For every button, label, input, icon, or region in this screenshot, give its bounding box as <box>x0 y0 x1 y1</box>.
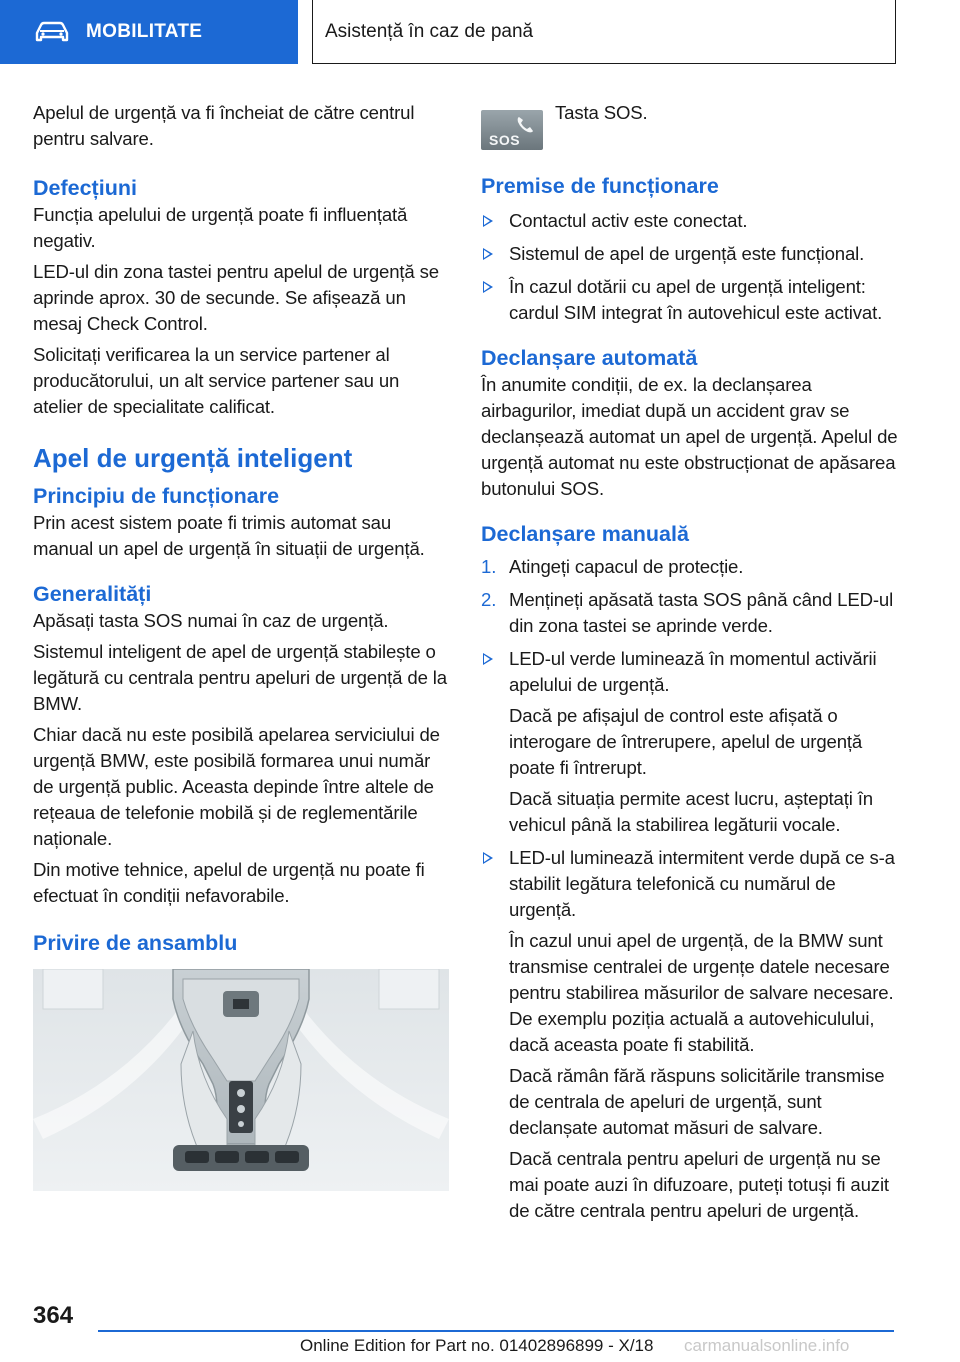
triangle-bullet-icon <box>483 852 493 864</box>
steps-list <box>481 554 899 639</box>
paragraph: În anumite condiții, de ex. la declanșarea airbagurilor, imediat după un accident grav se declanșează automat un apel de urgență. Apelul de urgență automat nu este obstrucționat de apăsarea butonului SOS. <box>481 374 898 499</box>
paragraph: Din motive tehnice, apelul de urgență nu poate fi efectuat în condiții nefavorabile. <box>33 859 425 906</box>
left-column <box>33 100 449 1191</box>
heading-generalitati: Generalități <box>33 582 152 606</box>
heading-privire: Privire de ansamblu <box>33 931 238 955</box>
car-icon <box>34 21 70 43</box>
paragraph: Sistemul inteligent de apel de urgență stabilește o legătură cu centrala pentru apeluri de urgență de la BMW. <box>33 641 447 714</box>
sos-key-row <box>481 100 899 150</box>
list-item: LED-ul luminează intermitent verde după ce s-a stabilit legătura telefonică cu numărul de urgență. În cazul unui apel de urgență, de la BMW sunt transmise centralei de urgențe datele necesare pentru stabilirea măsurilor de salvare necesare. De exemplu poziția actuală a autovehiculului, dacă aceasta poate fi stabilită. Dacă rămân fără răspuns solicitările transmise de centrala de apeluri de urgență, sunt declanșate automat măsuri de salvare. Dacă centrala pentru apeluri de urgență nu se mai poate auzi în difuzoare, puteți totuși fi auzit de către centrala pentru apeluri de urgență. <box>481 845 899 1224</box>
footer-divider <box>98 1330 894 1332</box>
heading-premise: Premise de funcționare <box>481 174 719 198</box>
heading-principiu: Principiu de funcționare <box>33 484 280 508</box>
list-item: LED-ul verde luminează în momentul activării apelului de urgență. Dacă pe afișajul de control este afișată o interogare de întrerupere, apelul de urgență poate fi întrerupt. Dacă situația permite acest lucru, așteptați în vehicul până la stabilirea legăturii vocale. <box>481 646 899 838</box>
right-column <box>481 100 899 1231</box>
triangle-bullet-icon <box>483 653 493 665</box>
paragraph: Apăsați tasta SOS numai în caz de urgență. <box>33 610 389 631</box>
paragraph: Prin acest sistem poate fi trimis automat sau manual un apel de urgență în situații de urgență. <box>33 512 425 559</box>
watermark: carmanualsonline.info <box>684 1336 850 1355</box>
triangle-bullet-icon <box>483 215 493 227</box>
footer-edition: Online Edition for Part no. 01402896899 - X/18 <box>300 1336 654 1355</box>
sos-caption: Tasta SOS. <box>555 102 648 123</box>
heading-defectiuni: Defecțiuni <box>33 176 137 200</box>
premise-list <box>481 208 899 326</box>
triangle-bullet-icon <box>483 248 493 260</box>
section-title: MOBILITATE <box>86 21 203 42</box>
list-item: În cazul dotării cu apel de urgență inteligent: cardul SIM integrat în autovehicul este activat. <box>481 274 899 326</box>
overhead-panel-illustration <box>33 969 449 1191</box>
heading-declansare-automata: Declanșare automată <box>481 346 698 370</box>
led-list <box>481 646 899 1224</box>
paragraph: Chiar dacă nu este posibilă apelarea serviciului de urgență BMW, este posibilă formarea unui număr de urgență public. Aceasta depinde între altele de rețeaua de telefonie mobilă și de reglementările naționale. <box>33 724 440 849</box>
intro-paragraph: Apelul de urgență va fi încheiat de către centrul pentru salvare. <box>33 102 415 149</box>
step-item: 2. Mențineți apăsată tasta SOS până când LED-ul din zona tastei se aprinde verde. <box>481 589 894 636</box>
paragraph: Solicitați verificarea la un service partener al producătorului, un alt service partener sau un atelier de specialitate calificat. <box>33 344 400 417</box>
list-item: Contactul activ este conectat. <box>481 208 899 234</box>
overhead-console-graphic <box>33 969 449 1191</box>
step-item: 1. Atingeți capacul de protecție. <box>481 556 744 577</box>
paragraph: Funcția apelului de urgență poate fi influențată negativ. <box>33 204 408 251</box>
triangle-bullet-icon <box>483 281 493 293</box>
list-item: Sistemul de apel de urgență este funcțional. <box>481 241 899 267</box>
heading-declansare-manuala: Declanșare manuală <box>481 522 689 546</box>
page-number: 364 <box>33 1302 74 1329</box>
sos-key-illustration <box>481 110 543 150</box>
chapter-header <box>312 0 896 64</box>
paragraph: LED-ul din zona tastei pentru apelul de urgență se aprinde aprox. 30 de secunde. Se afișează un mesaj Check Control. <box>33 261 439 334</box>
heading-apel-inteligent: Apel de urgență inteligent <box>33 443 353 473</box>
section-tab <box>0 0 298 64</box>
sos-key-label: SOS <box>489 132 521 148</box>
chapter-title: Asistență în caz de pană <box>325 20 534 42</box>
